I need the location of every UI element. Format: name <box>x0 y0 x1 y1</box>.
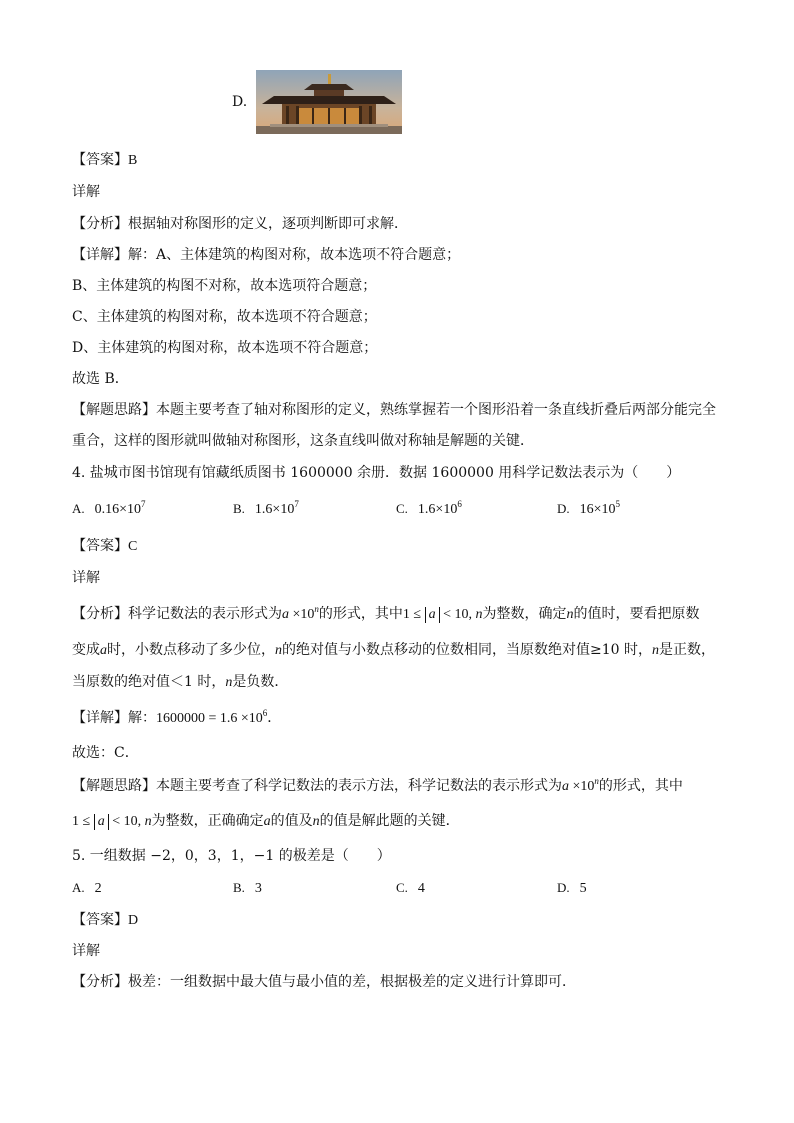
q5-question: 5. 一组数据 −2，0，3，1，−1 的极差是（ ） <box>72 848 391 864</box>
q4-idea-line-1: 【解题思路】本题主要考查了科学记数法的表示方法，科学记数法的表示形式为$a \times 10^n$的形式，其中 <box>72 776 683 794</box>
q4-detail-heading: 详解 <box>72 570 100 586</box>
q4-analysis-line-2: 变成a时，小数点移动了多少位，n的绝对值与小数点移动的位数相同，当原数绝对值≥10 时，n是正数， <box>72 642 715 658</box>
q5-detail-heading: 详解 <box>72 943 100 959</box>
q3-detail-line: C、主体建筑的构图对称，故本选项不符合题意； <box>72 309 377 325</box>
q3-choose: 故选 B． <box>72 371 129 387</box>
q3-idea-line: 重合，这样的图形就叫做轴对称图形，这条直线叫做对称轴是解题的关键． <box>72 433 534 449</box>
q4-option-a: A. $0.16\times 10^7$ <box>72 499 146 517</box>
q5-answer: 【答案】D <box>72 912 139 928</box>
q3-detail-line: D、主体建筑的构图对称，故本选项不符合题意； <box>72 340 378 356</box>
q5-option-a: A. 2 <box>72 880 102 896</box>
q3-detail-heading: 详解 <box>72 184 100 200</box>
q4-idea-line-2: 1 ≤ a < 10, n为整数，正确确定a的值及n的值是解此题的关键． <box>72 813 460 829</box>
q4-choose: 故选：C． <box>72 745 139 761</box>
q5-option-c: C. 4 <box>396 880 425 896</box>
q4-option-d: D. $16\times 10^5$ <box>557 499 621 517</box>
q3-detail-line: 【详解】解：A、主体建筑的构图对称，故本选项不符合题意； <box>72 247 461 263</box>
q4-option-c: C. $1.6\times 10^6$ <box>396 499 462 517</box>
q3-detail-line: B、主体建筑的构图不对称，故本选项符合题意； <box>72 278 377 294</box>
q3-analysis: 【分析】根据轴对称图形的定义，逐项判断即可求解． <box>72 216 408 232</box>
q3-answer: 【答案】B <box>72 152 138 168</box>
q4-detail: 【详解】解：$1600000 = 1.6 \times 10^6$． <box>72 708 282 726</box>
option-d-label: D. <box>232 94 248 110</box>
building-photo <box>256 70 402 134</box>
q5-option-d: D. 5 <box>557 880 587 896</box>
q3-idea: 【解题思路】本题主要考查了轴对称图形的定义，熟练掌握若一个图形沿着一条直线折叠后两部分能完全 <box>72 402 716 418</box>
q4-analysis-line-1: 【分析】科学记数法的表示形式为$a \times 10^n$的形式，其中1 ≤ a < 10, n为整数，确定n的值时，要看把原数 <box>72 604 700 622</box>
q4-analysis-line-3: 当原数的绝对值＜1 时，n是负数． <box>72 674 289 690</box>
q4-option-b: B. $1.6\times 10^7$ <box>233 499 299 517</box>
q5-option-b: B. 3 <box>233 880 262 896</box>
q5-analysis: 【分析】极差：一组数据中最大值与最小值的差，根据极差的定义进行计算即可． <box>72 974 576 990</box>
q4-question: 4. 盐城市图书馆现有馆藏纸质图书 1600000 余册．数据 1600000 用科学记数法表示为（ ） <box>72 465 681 481</box>
q4-answer: 【答案】C <box>72 538 138 554</box>
